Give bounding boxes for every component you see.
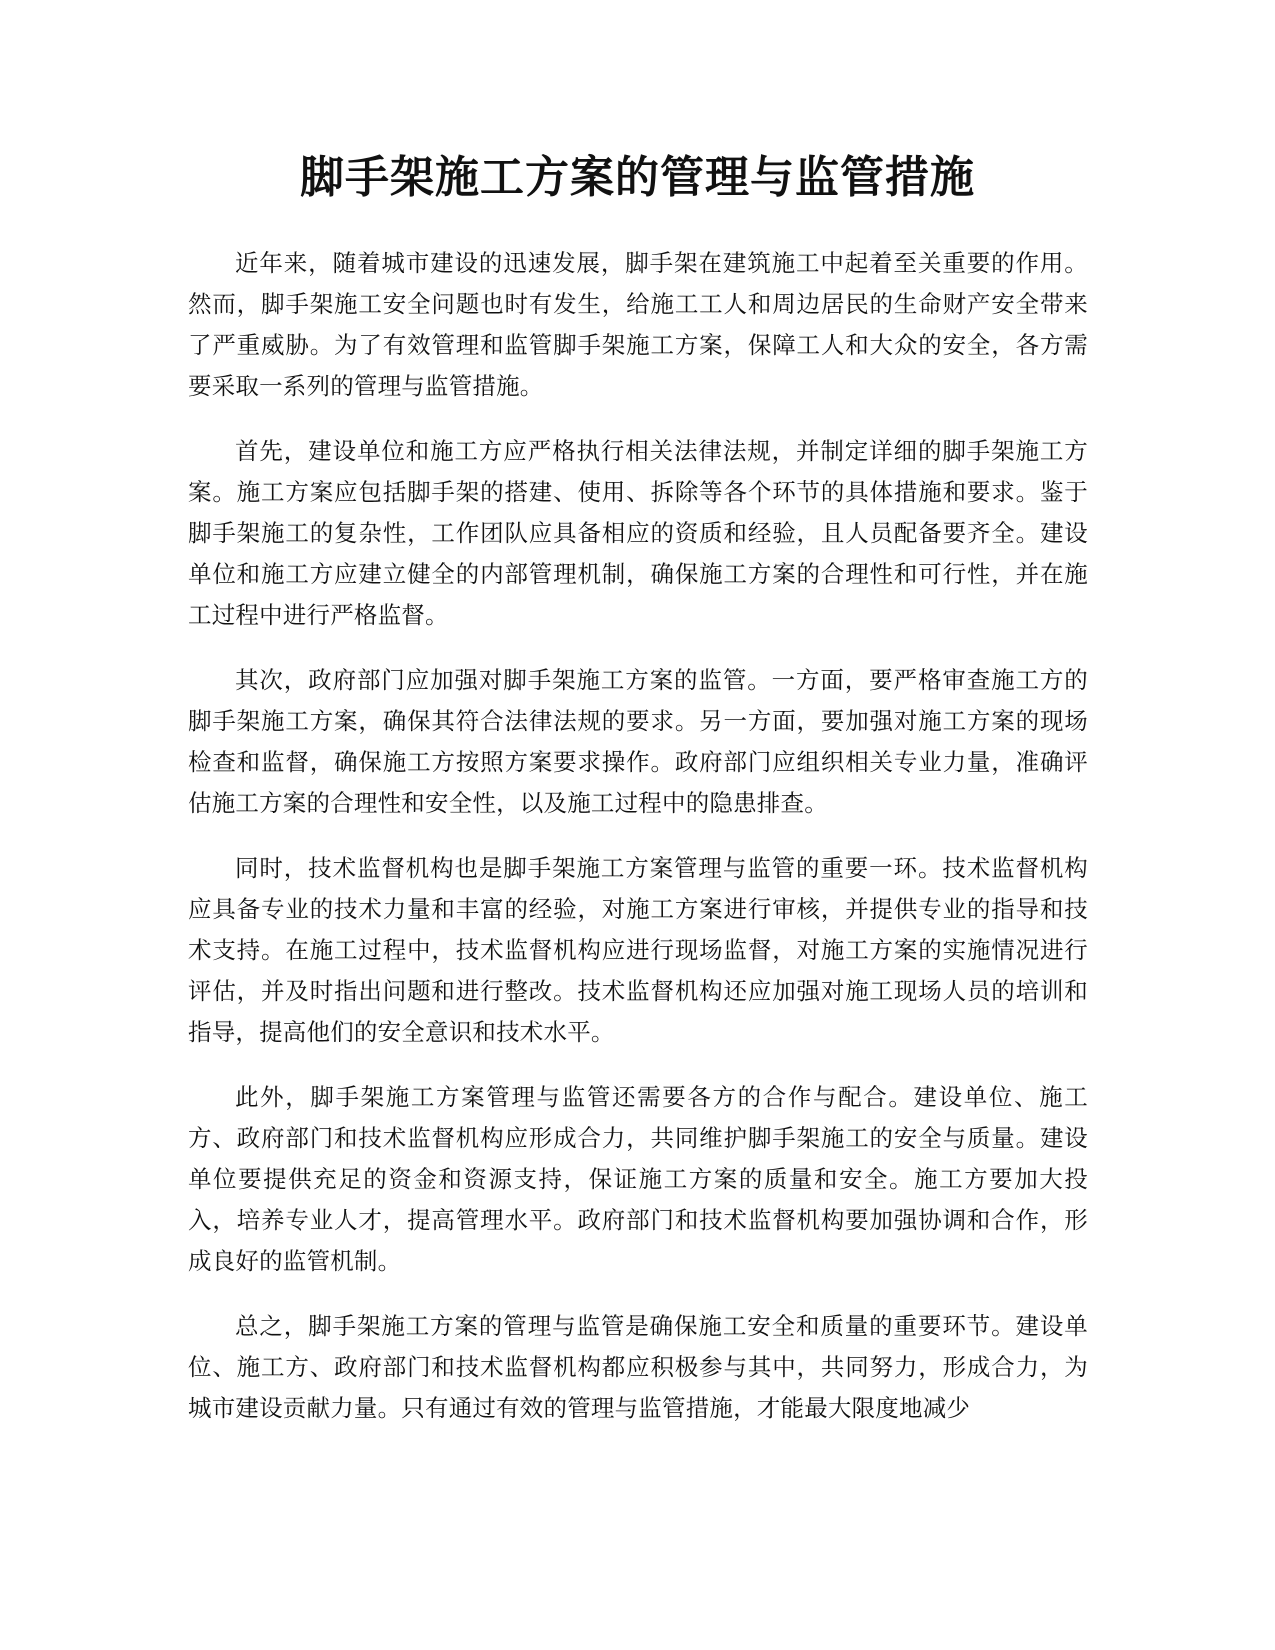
paragraph-3: 其次，政府部门应加强对脚手架施工方案的监管。一方面，要严格审查施工方的脚手架施工方案，确保其符合法律法规的要求。另一方面，要加强对施工方案的现场检查和监督，确保施工方按照方案要求操作。政府部门应组织相关专业力量，准确评估施工方案的合理性和安全性，以及施工过程中的隐患排查。 <box>188 666 1088 817</box>
paragraph-4: 同时，技术监督机构也是脚手架施工方案管理与监管的重要一环。技术监督机构应具备专业的技术力量和丰富的经验，对施工方案进行审核，并提供专业的指导和技术支持。在施工过程中，技术监督机构应进行现场监督，对施工方案的实施情况进行评估，并及时指出问题和进行整改。技术监督机构还应加强对施工现场人员的培训和指导，提高他们的安全意识和技术水平。 <box>188 854 1088 1046</box>
document-title: 脚手架施工方案的管理与监管措施 <box>300 152 975 203</box>
paragraph-6: 总之，脚手架施工方案的管理与监管是确保施工安全和质量的重要环节。建设单位、施工方、政府部门和技术监督机构都应积极参与其中，共同努力，形成合力，为城市建设贡献力量。只有通过有效的管理与监管措施，才能最大限度地减少 <box>188 1312 1088 1422</box>
paragraph-2: 首先，建设单位和施工方应严格执行相关法律法规，并制定详细的脚手架施工方案。施工方案应包括脚手架的搭建、使用、拆除等各个环节的具体措施和要求。鉴于脚手架施工的复杂性，工作团队应具备相应的资质和经验，且人员配备要齐全。建设单位和施工方应建立健全的内部管理机制，确保施工方案的合理性和可行性，并在施工过程中进行严格监督。 <box>188 437 1088 629</box>
paragraph-1: 近年来，随着城市建设的迅速发展，脚手架在建筑施工中起着至关重要的作用。然而，脚手架施工安全问题也时有发生，给施工工人和周边居民的生命财产安全带来了严重威胁。为了有效管理和监管脚手架施工方案，保障工人和大众的安全，各方需要采取一系列的管理与监管措施。 <box>188 249 1088 400</box>
paragraph-5: 此外，脚手架施工方案管理与监管还需要各方的合作与配合。建设单位、施工方、政府部门和技术监督机构应形成合力，共同维护脚手架施工的安全与质量。建设单位要提供充足的资金和资源支持，保证施工方案的质量和安全。施工方要加大投入，培养专业人才，提高管理水平。政府部门和技术监督机构要加强协调和合作，形成良好的监管机制。 <box>188 1083 1088 1275</box>
document-body <box>188 243 1088 1453</box>
